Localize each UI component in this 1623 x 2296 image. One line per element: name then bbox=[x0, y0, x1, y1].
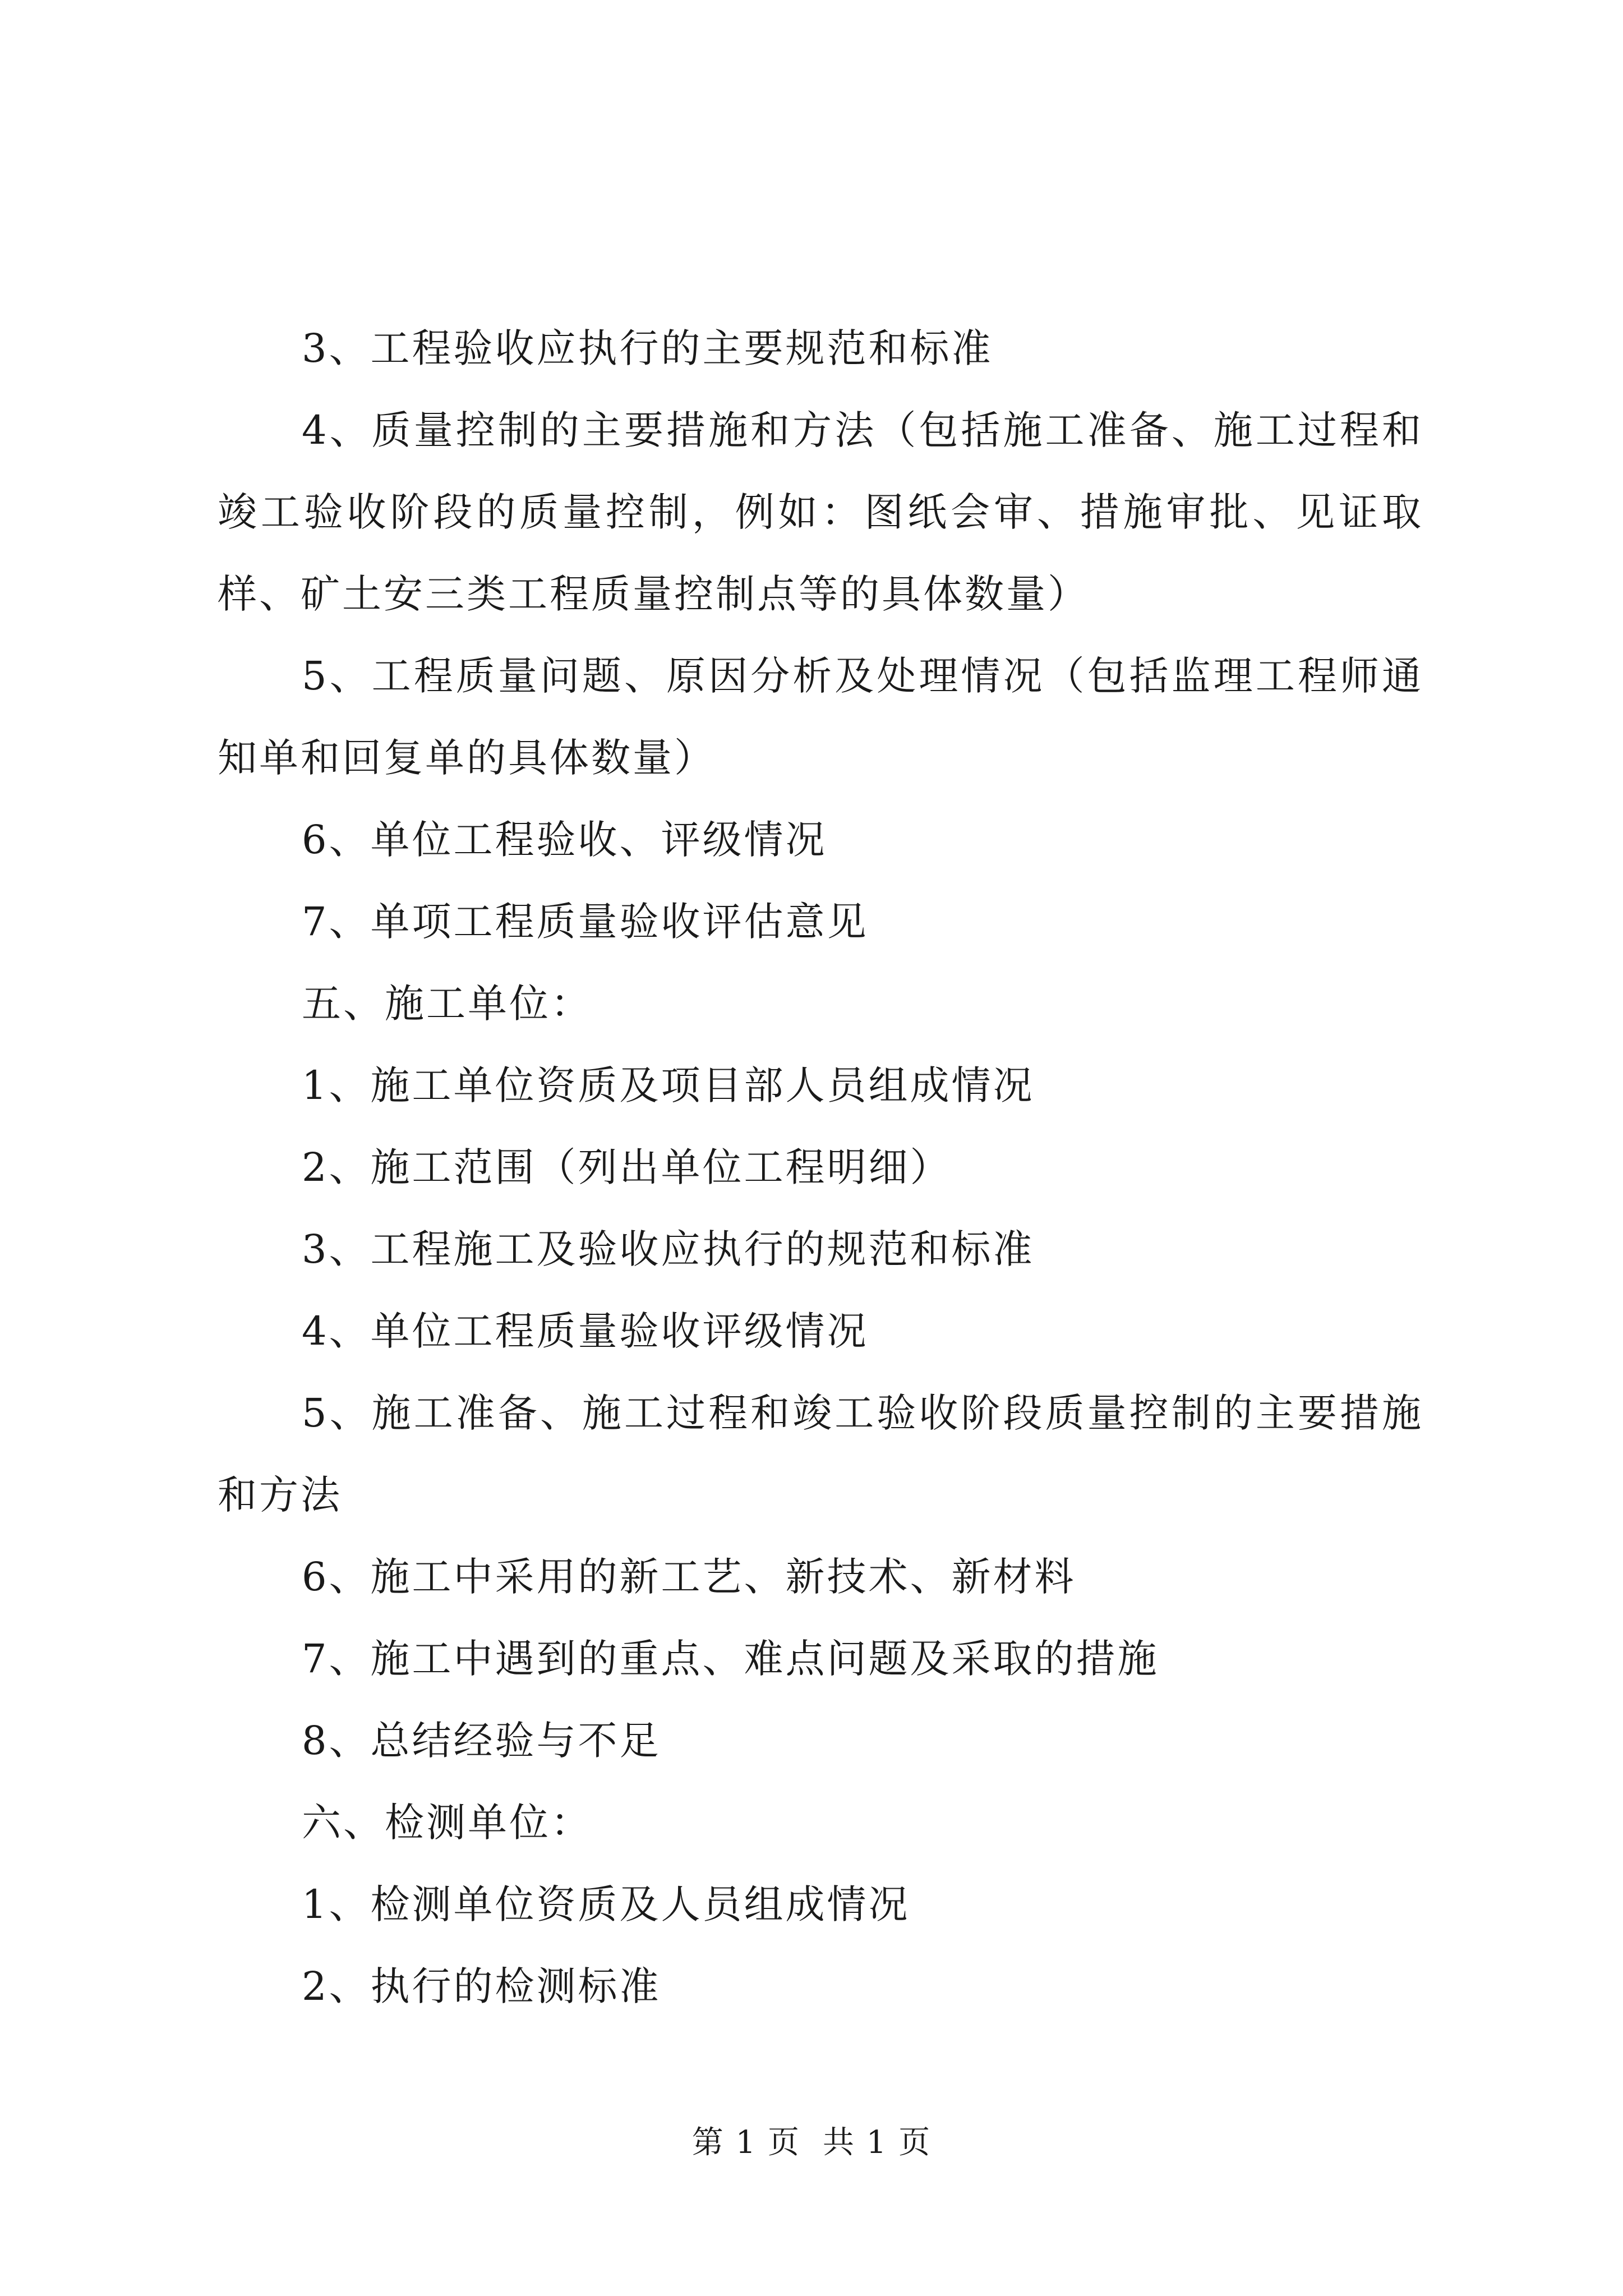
paragraph: 2、施工范围（列出单位工程明细） bbox=[302, 1144, 952, 1190]
paragraph: 6、单位工程验收、评级情况 bbox=[302, 817, 827, 863]
paragraph: 7、单项工程质量验收评估意见 bbox=[302, 899, 869, 945]
page-number: 第 1 页 bbox=[691, 2124, 800, 2161]
paragraph: 5、工程质量问题、原因分析及处理情况（包括监理工程师通知单和回复单的具体数量） bbox=[218, 653, 1423, 781]
paragraph: 1、检测单位资质及人员组成情况 bbox=[302, 1881, 910, 1927]
section-heading: 六、检测单位： bbox=[302, 1800, 592, 1846]
paragraph: 3、工程施工及验收应执行的规范和标准 bbox=[302, 1226, 1035, 1272]
paragraph: 7、施工中遇到的重点、难点问题及采取的措施 bbox=[302, 1636, 1159, 1682]
paragraph: 6、施工中采用的新工艺、新技术、新材料 bbox=[302, 1554, 1076, 1600]
paragraph: 4、质量控制的主要措施和方法（包括施工准备、施工过程和竣工验收阶段的质量控制，例如：图纸会审、措施审批、见证取样、矿土安三类工程质量控制点等的具体数量） bbox=[218, 407, 1423, 617]
page-footer bbox=[0, 2120, 1623, 2165]
paragraph: 5、施工准备、施工过程和竣工验收阶段质量控制的主要措施和方法 bbox=[218, 1390, 1423, 1518]
paragraph: 3、工程验收应执行的主要规范和标准 bbox=[302, 325, 993, 371]
paragraph: 2、执行的检测标准 bbox=[302, 1963, 661, 2009]
page-total: 共 1 页 bbox=[823, 2124, 932, 2161]
paragraph: 1、施工单位资质及项目部人员组成情况 bbox=[302, 1062, 1035, 1108]
section-heading: 五、施工单位： bbox=[302, 981, 592, 1027]
document-body bbox=[218, 307, 1423, 2027]
paragraph: 4、单位工程质量验收评级情况 bbox=[302, 1308, 869, 1354]
paragraph: 8、总结经验与不足 bbox=[302, 1718, 661, 1764]
